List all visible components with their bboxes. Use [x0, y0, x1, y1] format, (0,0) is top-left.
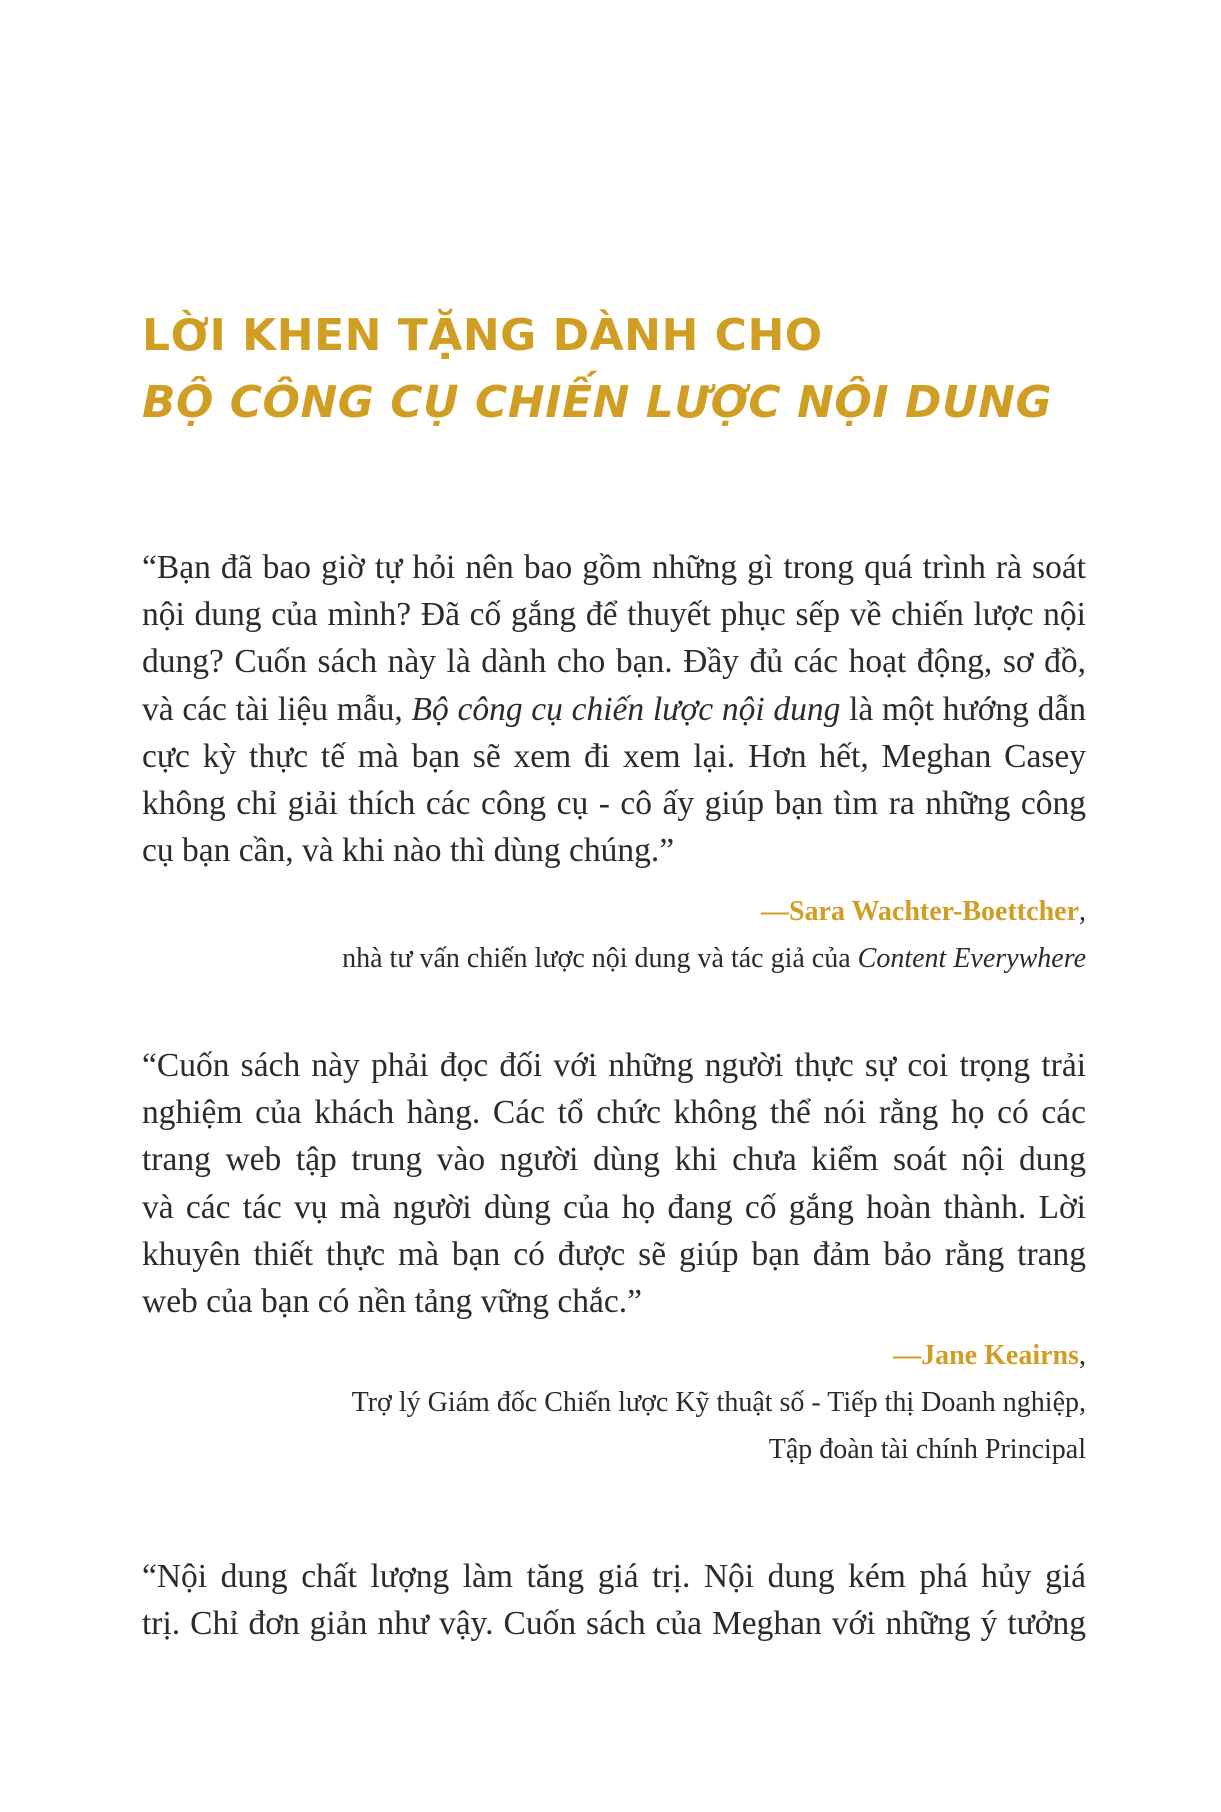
testimonial-quote-3: [142, 1553, 1086, 1647]
author-name: —Jane Keairns: [893, 1340, 1079, 1371]
quote-line: nghiệm của khách hàng. Các tổ chức không thể nói rằng họ có các: [142, 1094, 1086, 1132]
author-line: [352, 1332, 1086, 1379]
quote-line: nội dung của mình? Đã cố gắng để thuyết phục sếp về chiến lược nội: [142, 596, 1086, 634]
title-line-1: LỜI KHEN TẶNG DÀNH CHO: [142, 310, 823, 361]
quote-fragment: và các tài liệu mẫu,: [142, 690, 403, 728]
quote-line: “Nội dung chất lượng làm tăng giá trị. Nội dung kém phá hủy giá: [142, 1558, 1086, 1595]
title-line-2: BỘ CÔNG CỤ CHIẾN LƯỢC NỘI DUNG: [142, 377, 1053, 428]
page-title: [142, 302, 1052, 436]
author-line: [342, 888, 1086, 935]
testimonial-quote-1: [142, 544, 1086, 874]
author-book-title: Content Everywhere: [857, 943, 1086, 974]
quote-line: trị. Chỉ đơn giản như vậy. Cuốn sách của Meghan với những ý tưởng: [142, 1605, 1086, 1643]
quote-line: “Cuốn sách này phải đọc đối với những người thực sự coi trọng trải: [142, 1047, 1086, 1084]
quote-fragment: là một hướng dẫn: [849, 690, 1087, 728]
quote-line: “Bạn đã bao giờ tự hỏi nên bao gồm những gì trong quá trình rà soát: [142, 549, 1086, 586]
author-name: —Sara Wachter-Boettcher: [760, 896, 1079, 927]
author-role: Trợ lý Giám đốc Chiến lược Kỹ thuật số - Tiếp thị Doanh nghiệp,: [351, 1387, 1086, 1418]
testimonial-attribution-2: [352, 1332, 1086, 1473]
testimonial-attribution-1: [342, 888, 1086, 982]
author-suffix: ,: [1079, 1340, 1086, 1371]
quote-line: khuyên thiết thực mà bạn có được sẽ giúp bạn đảm bảo rằng trang: [142, 1235, 1086, 1273]
quote-line: không chỉ giải thích các công cụ - cô ấy giúp bạn tìm ra những công: [142, 785, 1086, 823]
author-organization: Tập đoàn tài chính Principal: [768, 1434, 1086, 1465]
book-title-italic: Bộ công cụ chiến lược nội dung: [411, 690, 841, 728]
quote-line: và các tác vụ mà người dùng của họ đang cố gắng hoàn thành. Lời: [142, 1188, 1086, 1226]
author-role: [342, 935, 1086, 982]
testimonial-quote-2: [142, 1042, 1086, 1325]
author-role-text: nhà tư vấn chiến lược nội dung và tác giả của: [342, 943, 851, 974]
quote-line: dung? Cuốn sách này là dành cho bạn. Đầy đủ các hoạt động, sơ đồ,: [142, 643, 1086, 681]
quote-line: cụ bạn cần, và khi nào thì dùng chúng.”: [142, 832, 675, 870]
quote-line-mixed: [142, 686, 1086, 733]
quote-line: cực kỳ thực tế mà bạn sẽ xem đi xem lại. Hơn hết, Meghan Casey: [142, 737, 1086, 775]
quote-line: web của bạn có nền tảng vững chắc.”: [142, 1283, 642, 1321]
author-suffix: ,: [1079, 896, 1086, 927]
quote-line: trang web tập trung vào người dùng khi chưa kiểm soát nội dung: [142, 1141, 1086, 1179]
